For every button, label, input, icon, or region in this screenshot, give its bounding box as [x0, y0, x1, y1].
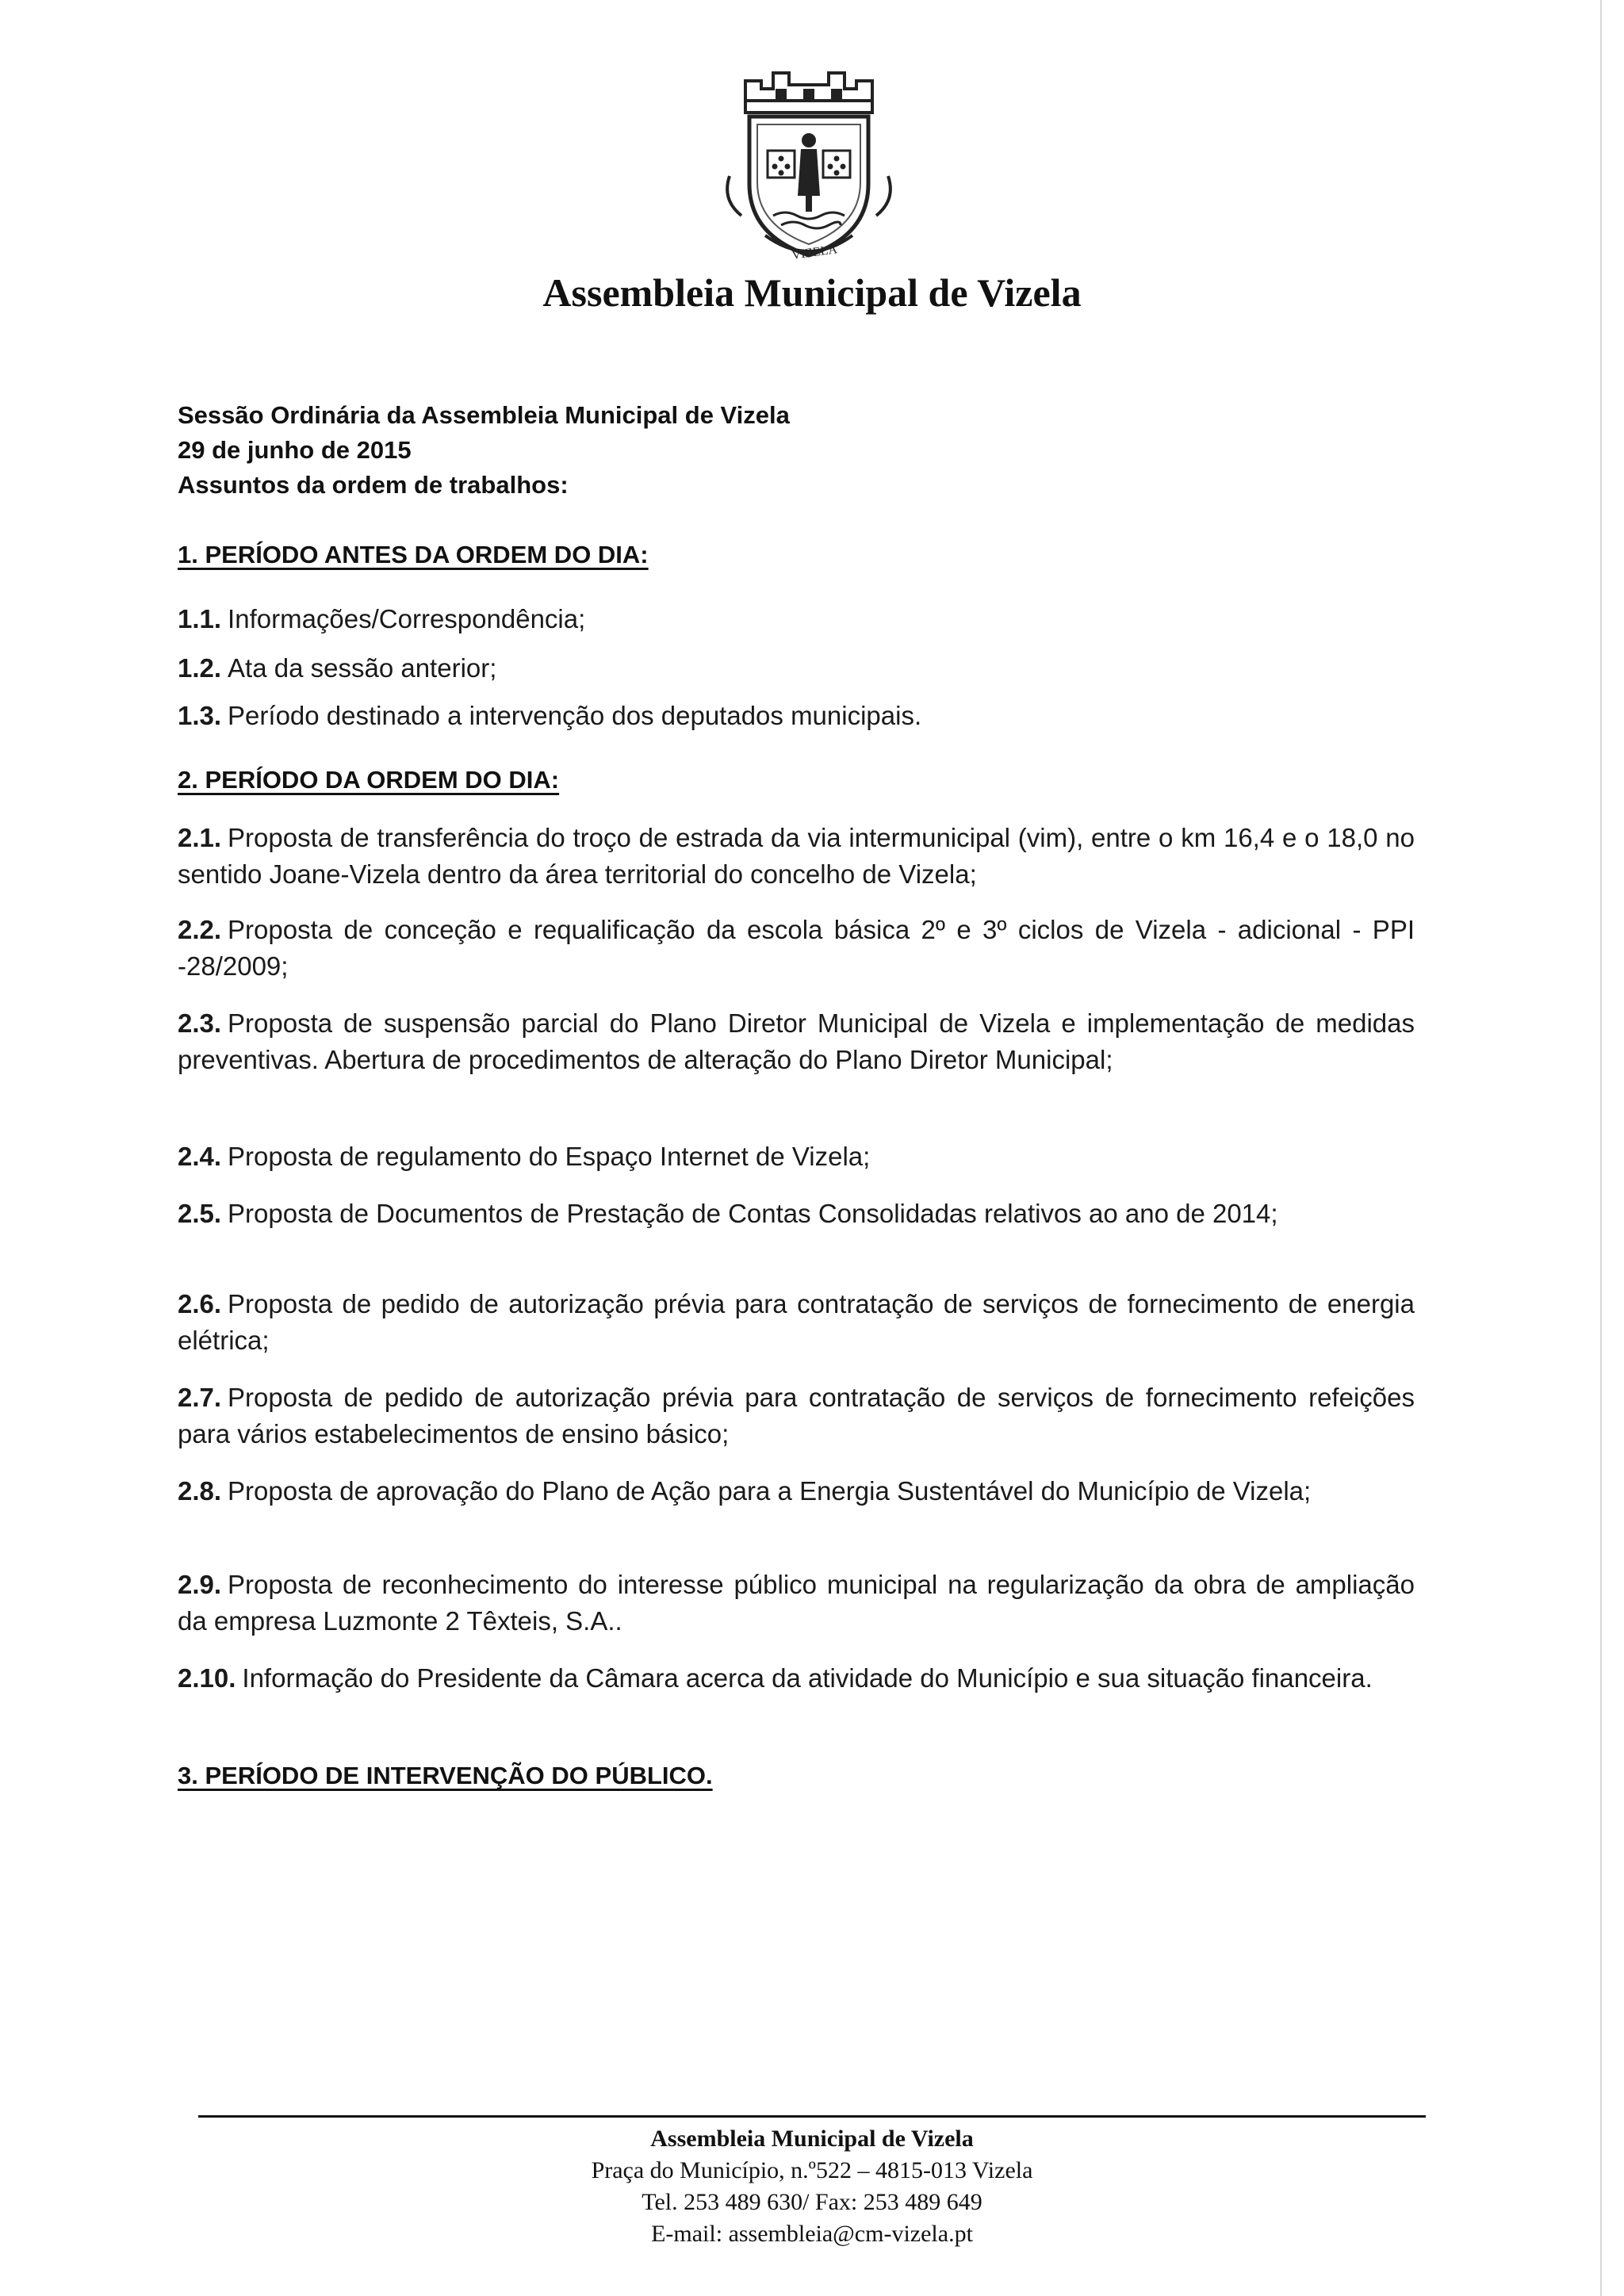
footer-email: E-mail: assembleia@cm-vizela.pt: [651, 2221, 973, 2247]
agenda-item-number: 2.6.: [178, 1289, 222, 1318]
scan-edge-line: [1600, 0, 1602, 2296]
agenda-item-number: 2.7.: [178, 1383, 222, 1412]
section-heading-3: 3. PERÍODO DE INTERVENÇÃO DO PÚBLICO.: [178, 1762, 713, 1789]
footer-divider: [198, 2115, 1426, 2118]
agenda-item-number: 2.1.: [178, 823, 222, 852]
footer-org-name: Assembleia Municipal de Vizela: [650, 2126, 974, 2152]
agenda-item-text: Proposta de Documentos de Prestação de Contas Consolidadas relativos ao ano de 2014;: [228, 1199, 1278, 1228]
agenda-item: [178, 698, 1415, 734]
agenda-item: [178, 1473, 1415, 1510]
section-heading-1: 1. PERÍODO ANTES DA ORDEM DO DIA:: [178, 541, 649, 568]
municipal-crest: [698, 57, 920, 271]
agenda-item-text: Proposta de suspensão parcial do Plano Diretor Municipal de Vizela e implementação de medidas preventivas. Abertura de procedimentos de alteração do Plano Diretor Municipal;: [178, 1008, 1415, 1074]
agenda-item-number: 1.3.: [178, 701, 222, 730]
agenda-item-text: Proposta de transferência do troço de estrada da via intermunicipal (vim), entre o km 16,4 e o 18,0 no sentido Joane-Vizela dentro da área territorial do concelho de Vizela;: [178, 823, 1415, 889]
agenda-item: [178, 912, 1415, 985]
agenda-item: [178, 1196, 1415, 1232]
org-title: Assembleia Municipal de Vizela: [542, 270, 1082, 315]
session-date: 29 de junho de 2015: [178, 436, 412, 464]
agenda-item-number: 2.5.: [178, 1199, 222, 1228]
footer-phone: Tel. 253 489 630/ Fax: 253 489 649: [642, 2189, 982, 2215]
agenda-item-number: 2.10.: [178, 1663, 236, 1693]
agenda-item-number: 2.8.: [178, 1476, 222, 1506]
agenda-item: [178, 1005, 1415, 1078]
agenda-item: [178, 820, 1415, 893]
agenda-item-number: 2.2.: [178, 915, 222, 944]
agenda-item-text: Proposta de pedido de autorização prévia para contratação de serviços de fornecimento refeições para vários estabelecimentos de ensino básico;: [178, 1383, 1415, 1448]
agenda-item: [178, 1138, 1415, 1175]
agenda-item-text: Período destinado a intervenção dos deputados municipais.: [228, 701, 922, 730]
agenda-item-number: 2.9.: [178, 1570, 222, 1599]
agenda-item: [178, 1660, 1415, 1697]
agenda-item-text: Proposta de conceção e requalificação da escola básica 2º e 3º ciclos de Vizela - adicional - PPI -28/2009;: [178, 915, 1415, 981]
agenda-item-number: 2.3.: [178, 1008, 222, 1038]
agenda-item-text: Proposta de pedido de autorização prévia para contratação de serviços de fornecimento de energia elétrica;: [178, 1289, 1415, 1355]
agenda-item-number: 1.2.: [178, 653, 222, 683]
section-heading-2: 2. PERÍODO DA ORDEM DO DIA:: [178, 766, 560, 794]
footer-address: Praça do Município, n.º522 – 4815-013 Vizela: [591, 2157, 1033, 2183]
agenda-item: [178, 1380, 1415, 1452]
agenda-item-text: Proposta de reconhecimento do interesse público municipal na regularização da obra de ampliação da empresa Luzmonte 2 Têxteis, S.A..: [178, 1570, 1415, 1636]
agenda-item: [178, 1286, 1415, 1359]
agenda-item-text: Proposta de aprovação do Plano de Ação para a Energia Sustentável do Município de Vizela;: [228, 1476, 1312, 1506]
session-title: Sessão Ordinária da Assembleia Municipal de Vizela: [178, 401, 790, 429]
agenda-item: [178, 650, 1415, 687]
agenda-title: Assuntos da ordem de trabalhos:: [178, 471, 569, 499]
agenda-item: [178, 601, 1415, 637]
agenda-item-text: Informação do Presidente da Câmara acerca da atividade do Município e sua situação financeira.: [242, 1663, 1373, 1693]
agenda-item-text: Informações/Correspondência;: [228, 604, 586, 633]
agenda-item-text: Proposta de regulamento do Espaço Internet de Vizela;: [228, 1142, 871, 1171]
agenda-item: [178, 1567, 1415, 1640]
crest-emblem-icon: [698, 57, 920, 271]
agenda-item-number: 2.4.: [178, 1142, 222, 1171]
agenda-item-text: Ata da sessão anterior;: [228, 653, 497, 683]
footer: [0, 2123, 1624, 2250]
agenda-item-number: 1.1.: [178, 604, 222, 633]
crest-ribbon-text: VIZELA: [791, 243, 838, 262]
